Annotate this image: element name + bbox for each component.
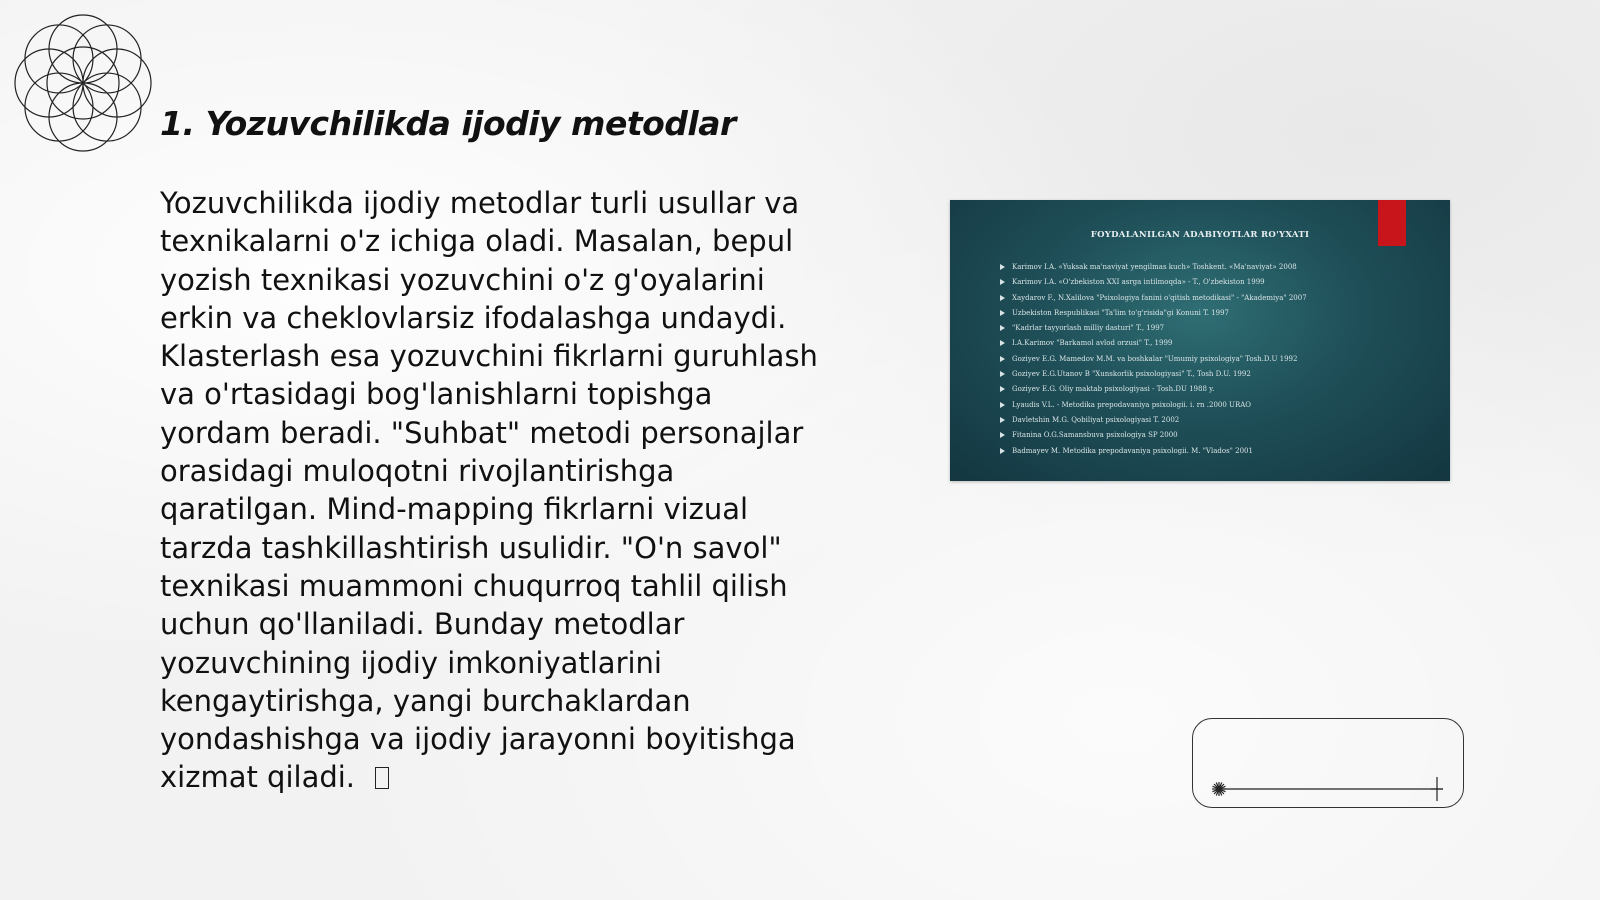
reference-item: Fitanina O.G.Samansbuva psixologiya SP 2000 <box>1000 428 1420 443</box>
body-line: tarzda tashkillashtirish usulidir. "O'n savol" <box>160 530 782 565</box>
reference-item: I.A.Karimov "Barkamol avlod orzusi" T., 1999 <box>1000 336 1420 351</box>
reference-item: Lyaudis V.L. - Metodika prepodavaniya psixologii. i. rn .2000 URAO <box>1000 398 1420 413</box>
body-line: Yozuvchilikda ijodiy metodlar turli usullar va <box>160 186 800 220</box>
reference-list-image <box>950 200 1450 481</box>
body-line: uchun qo'llaniladi. Bunday metodlar <box>160 607 685 642</box>
slide-title: 1. Yozuvchilikda ijodiy metodlar <box>160 104 736 143</box>
body-line: Klasterlash esa yozuvchini fikrlarni guruhlash <box>160 339 818 374</box>
body-line: va o'rtasidagi bog'lanishlarni topishga <box>160 377 713 412</box>
body-line: yozish texnikasi yozuvchini o'z g'oyalarini <box>160 262 765 297</box>
body-line: texnikalarni o'z ichiga oladi. Masalan, bepul <box>160 224 794 259</box>
missing-glyph-icon <box>375 767 389 789</box>
reference-item: Xaydarov F., N.Xalilova "Psixologiya fanini o'qitish metodikasi" - "Akademiya" 2007 <box>1000 291 1420 306</box>
body-line: erkin va cheklovlarsiz ifodalashga undaydi. <box>160 300 787 335</box>
decorative-frame <box>1192 718 1464 808</box>
body-line: yordam beradi. "Suhbat" metodi personajlar <box>160 415 804 450</box>
reference-item: "Kadrlar tayyorlash milliy dasturi" T., 1997 <box>1000 321 1420 336</box>
reference-item: Davletshin M.G. Qobiliyat psixologiyasi T. 2002 <box>1000 413 1420 428</box>
reference-item: Karimov I.A. «Yuksak ma'naviyat yengilmas kuch» Toshkent. «Ma'naviyat» 2008 <box>1000 260 1420 275</box>
body-line: kengaytirishga, yangi burchaklardan <box>160 683 691 718</box>
reference-item: Badmayev M. Metodika prepodavaniya psixologii. M. "Vlados" 2001 <box>1000 444 1420 459</box>
starburst-line-icon <box>1211 719 1451 809</box>
body-line: texnikasi muammoni chuqurroq tahlil qilish <box>160 568 788 603</box>
slide-body-text <box>160 184 850 797</box>
body-line: yondashishga va ijodiy jarayonni boyitishga <box>160 722 796 757</box>
reference-item: Goziyev E.G. Oliy maktab psixologiyasi - Tosh.DU 1988 y. <box>1000 382 1420 397</box>
reference-item: Goziyev E.G. Mamedov M.M. va boshkalar "Umumiy psixologiya" Tosh.D.U 1992 <box>1000 352 1420 367</box>
body-line: orasidagi muloqotni rivojlantirishga <box>160 454 675 489</box>
reference-item: Uzbekiston Respublikasi "Ta'lim to'g'risida"gi Konuni T. 1997 <box>1000 306 1420 321</box>
concentric-rings-icon <box>10 10 156 156</box>
reference-list-title: FOYDALANILGAN ADABIYOTLAR RO'YXATI <box>1090 230 1310 240</box>
reference-list <box>1000 260 1420 459</box>
body-line: qaratilgan. Mind-mapping fikrlarni vizual <box>160 492 749 527</box>
reference-item: Goziyev E.G.Utanov B "Xunskorlik psixologiyasi" T., Tosh D.U. 1992 <box>1000 367 1420 382</box>
body-line: yozuvchining ijodiy imkoniyatlarini <box>160 645 662 680</box>
body-line: xizmat qiladi. <box>160 760 356 795</box>
reference-item: Karimov I.A. «O'zbekiston XXI asrga intilmoqda» - T., O'zbekiston 1999 <box>1000 275 1420 290</box>
